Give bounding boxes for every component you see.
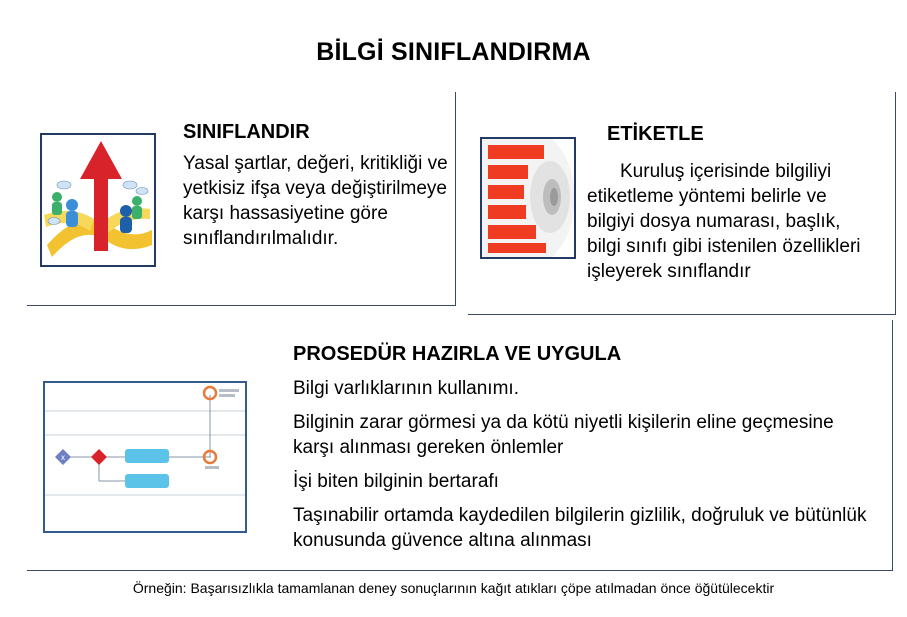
process-flow-diagram-icon	[45, 383, 245, 531]
label-image	[480, 137, 576, 259]
growth-arrow-people-icon	[42, 135, 154, 265]
list-item: Bilgi varlıklarının kullanımı.	[293, 378, 519, 399]
footer-note: Örneğin: Başarısızlıkla tamamlanan deney sonuçlarının kağıt atıkları çöpe atılmadan önce öğütülecektir	[132, 580, 775, 596]
procedure-right-border	[892, 320, 893, 571]
classify-image	[40, 133, 156, 267]
page-title: BİLGİ SINIFLANDIRMA	[316, 38, 591, 66]
procedure-heading: PROSEDÜR HAZIRLA VE UYGULA	[293, 343, 622, 365]
classify-text: Yasal şartlar, değeri, kritikliği ve yetkisiz ifşa veya değiştirilmeye karşı hassasiyetine göre sınıflandırılmalıdır.	[183, 153, 448, 249]
procedure-list	[293, 376, 878, 562]
classify-heading: SINIFLANDIR	[183, 121, 310, 143]
procedure-image	[43, 381, 247, 533]
list-item: Taşınabilir ortamda kaydedilen bilgilerin gizlilik, doğruluk ve bütünlük konusunda güvence altına alınması	[293, 505, 867, 551]
label-text: Kuruluş içerisinde bilgiliyi etiketleme yöntemi belirle ve bilgiyi dosya numarası, başlık, bilgi sınıfı gibi istenilen özellikleri işleyerek sınıflandır	[587, 161, 861, 282]
label-right-border	[895, 92, 896, 315]
list-item: İşi biten bilginin bertarafı	[293, 471, 499, 492]
procedure-bottom-border	[27, 570, 893, 571]
list-item: Bilginin zarar görmesi ya da kötü niyetli kişilerin eline geçmesine karşı alınması gereken önlemler	[293, 412, 834, 458]
label-roll-icon	[482, 139, 574, 257]
label-bottom-border	[468, 314, 896, 315]
svg-text:x: x	[61, 453, 65, 462]
label-heading: ETİKETLE	[607, 123, 704, 145]
classify-bottom-border	[27, 305, 456, 306]
